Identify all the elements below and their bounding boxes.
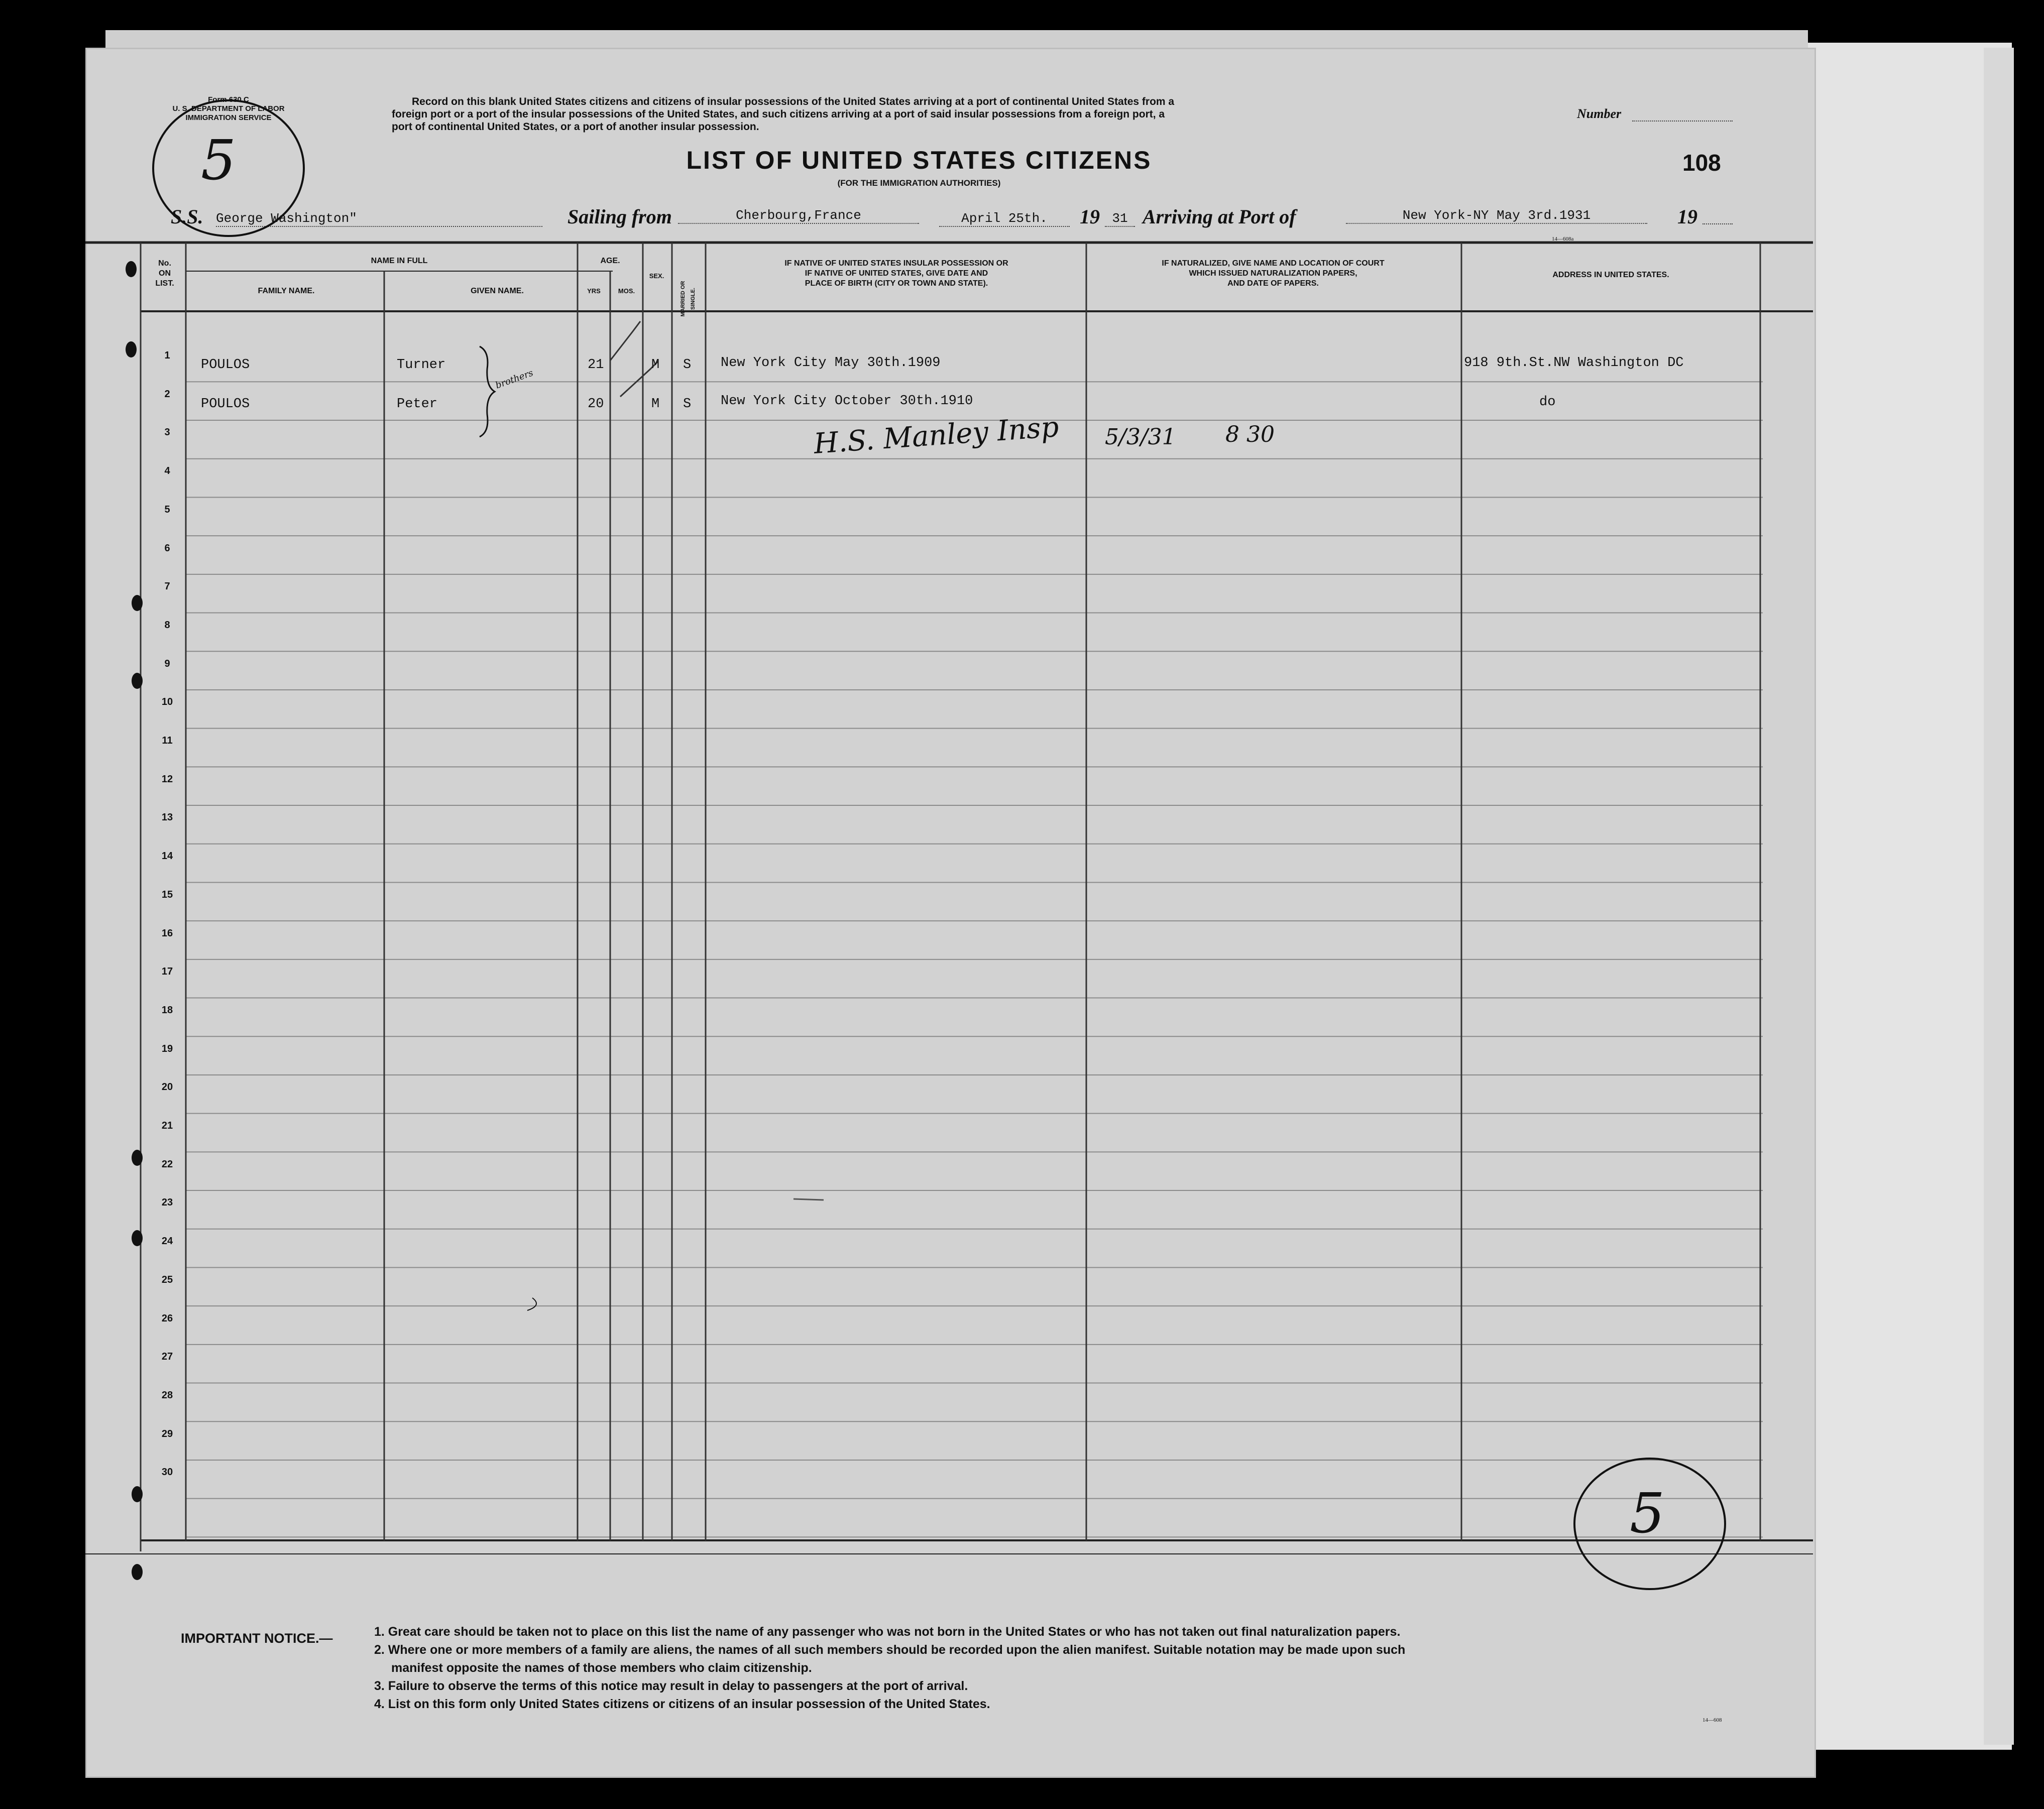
entry-1-sex: M xyxy=(651,357,660,373)
punch-hole xyxy=(126,261,137,277)
row-number: 11 xyxy=(162,735,173,746)
intro-line-1: Record on this blank United States citizens and citizens of insular possessions of the United States arriving at a port of continental United States from a xyxy=(412,96,1175,107)
row-number: 19 xyxy=(161,1043,173,1054)
year-prefix-1: 19 xyxy=(1080,205,1100,228)
notice-1: 1. Great care should be taken not to place on this list the name of any passenger who was not born in the United States or who has not taken out final naturalization papers. xyxy=(374,1625,1401,1639)
notice-4: 4. List on this form only United States citizens or citizens of an insular possession of the United States. xyxy=(374,1697,990,1711)
department-name: U. S. DEPARTMENT OF LABOR xyxy=(172,104,285,113)
notice-label: IMPORTANT NOTICE.— xyxy=(181,1631,333,1646)
row-number: 7 xyxy=(164,581,170,592)
punch-hole xyxy=(132,1486,143,1502)
row-number: 30 xyxy=(161,1467,173,1478)
row-number: 6 xyxy=(164,542,170,554)
entry-1-family: POULOS xyxy=(201,357,250,373)
tick-marks xyxy=(610,321,658,397)
sailing-date: April 25th. xyxy=(939,211,1070,227)
entry-2-sex: M xyxy=(651,397,660,412)
entry-2-yrs: 20 xyxy=(588,397,604,412)
row-number: 15 xyxy=(161,889,173,900)
header-given-name: GIVEN NAME. xyxy=(471,287,524,295)
header-yrs: YRS xyxy=(587,287,601,295)
row-number: 2 xyxy=(164,388,170,400)
intro-line-3: port of continental United States, or a port of another insular possession. xyxy=(392,121,759,133)
notice-2-cont: manifest opposite the names of those members who claim citizenship. xyxy=(391,1661,812,1675)
row-number: 13 xyxy=(161,812,173,823)
number-label: Number xyxy=(1577,106,1622,121)
punch-hole xyxy=(132,1150,143,1166)
row-number: 21 xyxy=(161,1120,173,1131)
row-number: 28 xyxy=(161,1389,173,1401)
entry-1-birth: New York City May 30th.1909 xyxy=(721,355,941,371)
punch-hole xyxy=(126,341,137,357)
entry-1-given: Turner xyxy=(397,357,446,373)
entry-1-address: 918 9th.St.NW Washington DC xyxy=(1464,355,1684,371)
row-number: 27 xyxy=(161,1351,173,1363)
row-number: 4 xyxy=(164,465,170,477)
print-code-bottom: 14—608 xyxy=(1702,1717,1722,1723)
header-address: ADDRESS IN UNITED STATES. xyxy=(1552,271,1669,279)
service-name: IMMIGRATION SERVICE xyxy=(185,113,272,122)
entry-2-birth: New York City October 30th.1910 xyxy=(721,394,973,409)
entry-1-marital: S xyxy=(683,357,692,373)
row-number: 16 xyxy=(161,927,173,939)
brothers-bracket xyxy=(480,346,495,437)
signature-time: 8 30 xyxy=(1225,422,1275,447)
sheet-number: 108 xyxy=(1682,150,1721,176)
notice-list xyxy=(374,1623,1780,1713)
arriving-label: Arriving at Port of xyxy=(1143,205,1296,228)
row-number: 10 xyxy=(161,696,173,708)
circled-number-bottom: 5 xyxy=(1630,1481,1665,1545)
row-number: 12 xyxy=(161,773,173,785)
header-name-in-full: NAME IN FULL xyxy=(371,257,428,265)
inspector-signature: H.S. Manley Insp xyxy=(813,411,1060,460)
row-number: 5 xyxy=(164,504,170,515)
row-number: 3 xyxy=(164,427,170,438)
header-age: AGE. xyxy=(600,257,620,265)
punch-hole xyxy=(132,1564,143,1580)
row-number: 26 xyxy=(161,1312,173,1324)
page-subtitle: (FOR THE IMMIGRATION AUTHORITIES) xyxy=(837,178,1001,188)
row-number: 8 xyxy=(164,619,170,631)
header-married-single: MARRIED OR SINGLE. xyxy=(680,281,696,317)
entry-2-address: do xyxy=(1539,395,1556,410)
sailing-from: Cherbourg,France xyxy=(678,208,919,224)
row-number: 9 xyxy=(164,658,170,669)
brothers-note: brothers xyxy=(494,368,535,391)
notice-3: 3. Failure to observe the terms of this notice may result in delay to passengers at the port of arrival. xyxy=(374,1679,968,1693)
page-title: LIST OF UNITED STATES CITIZENS xyxy=(686,146,1152,174)
sailing-label: Sailing from xyxy=(567,205,672,228)
header-no: No. ON LIST. xyxy=(155,259,174,288)
row-number: 29 xyxy=(161,1428,173,1439)
year-prefix-2: 19 xyxy=(1677,205,1697,228)
ship-label: S.S. xyxy=(171,205,203,228)
ink-mark xyxy=(527,1298,536,1310)
row-number: 24 xyxy=(161,1236,173,1247)
circled-number-top: 5 xyxy=(201,128,236,192)
row-number: 20 xyxy=(161,1081,173,1093)
punch-hole xyxy=(132,1230,143,1246)
row-number: 23 xyxy=(161,1197,173,1209)
row-lines xyxy=(186,382,1763,1537)
print-code-top: 14—608a xyxy=(1552,236,1574,242)
row-number: 18 xyxy=(161,1004,173,1016)
header-birth: IF NATIVE OF UNITED STATES INSULAR POSSESSION OR IF NATIVE OF UNITED STATES, GIVE DATE AND PLACE OF BIRTH (CITY OR TOWN AND STATE). xyxy=(784,259,1008,288)
stray-mark xyxy=(793,1199,824,1200)
row-number: 22 xyxy=(161,1158,173,1170)
entry-2-family: POULOS xyxy=(201,397,250,412)
entry-2-given: Peter xyxy=(397,397,438,412)
signature-date: 5/3/31 xyxy=(1105,424,1176,450)
header-family-name: FAMILY NAME. xyxy=(258,287,315,295)
row-number: 17 xyxy=(161,966,173,978)
sailing-year: 31 xyxy=(1105,211,1135,227)
punch-hole xyxy=(132,673,143,689)
row-number: 1 xyxy=(164,350,170,361)
form-number: Form 630 C xyxy=(208,95,249,104)
header-sex: SEX. xyxy=(649,272,664,280)
punch-hole xyxy=(132,595,143,611)
entry-2-marital: S xyxy=(683,397,692,412)
intro-line-2: foreign port or a port of the insular possessions of the United States, and such citizens arriving at a port of said insular possessions from a foreign port, a xyxy=(392,108,1165,120)
row-number: 14 xyxy=(161,851,173,862)
ship-name: George Washington" xyxy=(216,211,542,227)
notice-2: 2. Where one or more members of a family are aliens, the names of all such members should be recorded upon the alien manifest. Suitable notation may be made upon such xyxy=(374,1643,1406,1657)
arriving-port: New York-NY May 3rd.1931 xyxy=(1346,208,1647,224)
entry-1-yrs: 21 xyxy=(588,357,604,373)
header-naturalized: IF NATURALIZED, GIVE NAME AND LOCATION OF COURT WHICH ISSUED NATURALIZATION PAPERS, AND DATE OF PAPERS. xyxy=(1162,259,1385,288)
header-mos: MOS. xyxy=(618,287,635,295)
row-number: 25 xyxy=(161,1274,173,1285)
